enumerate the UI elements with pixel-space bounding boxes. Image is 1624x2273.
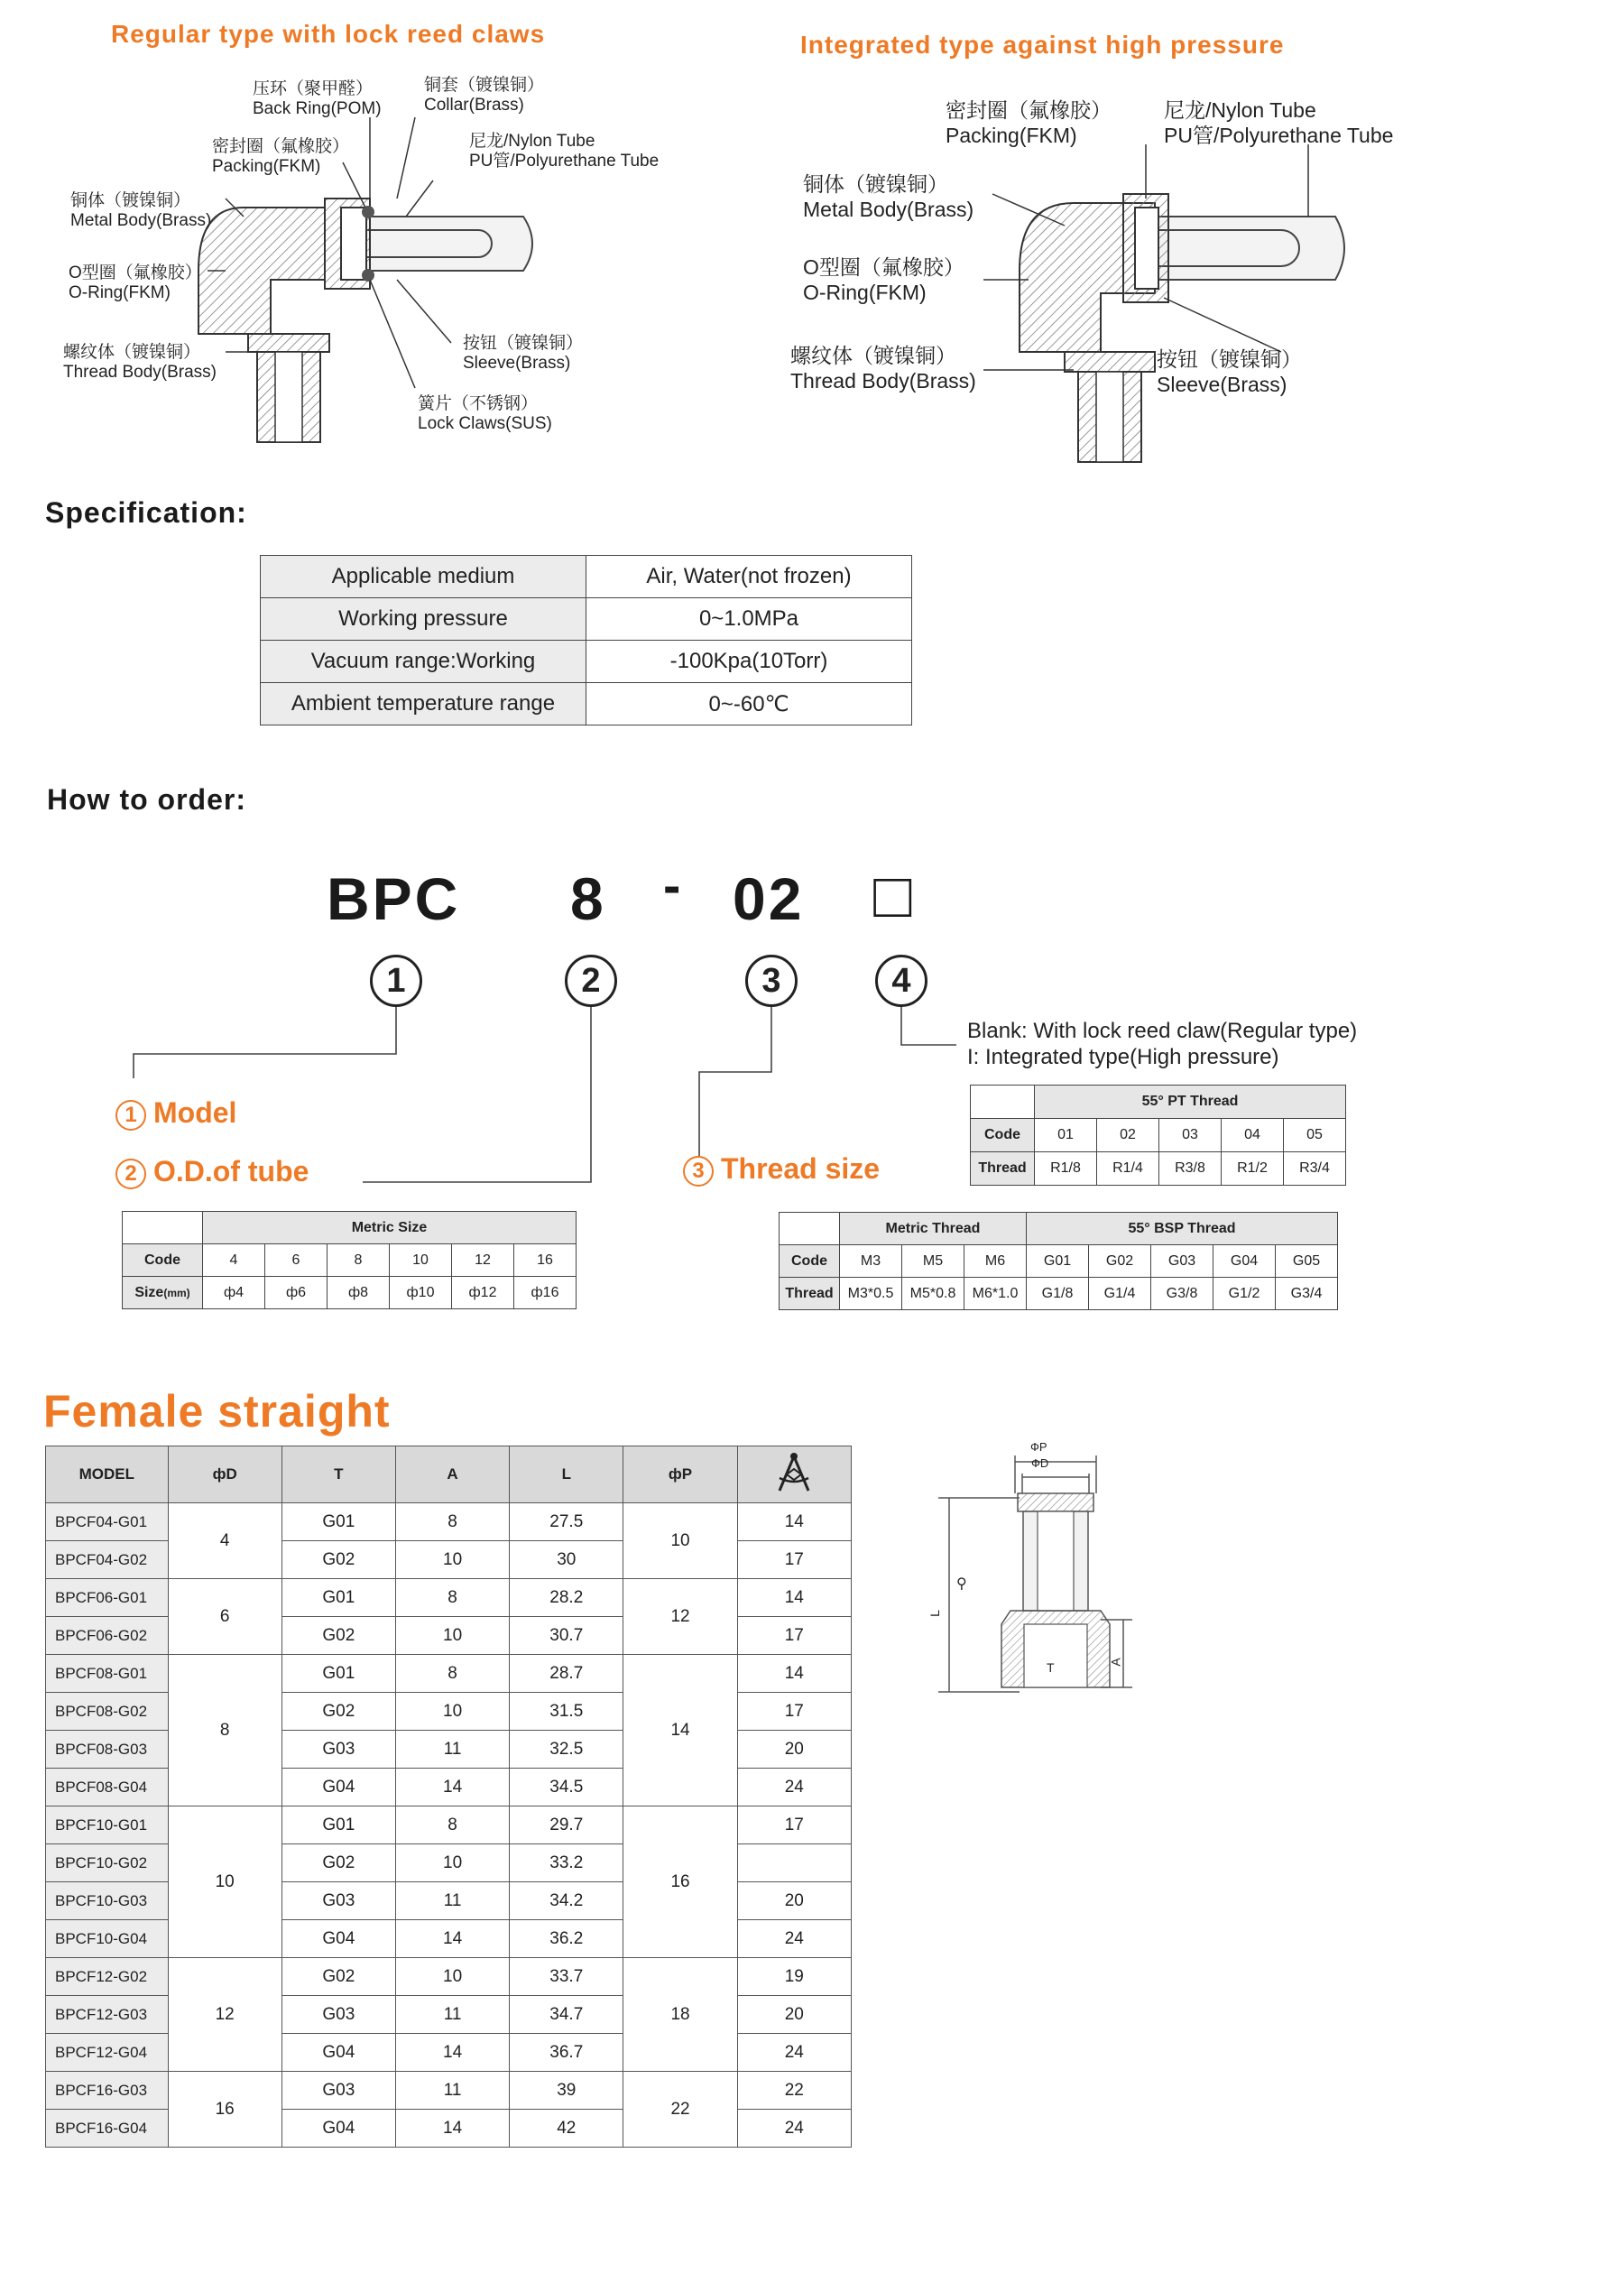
table-row: BPCF04-G02 G02 10 30 17 xyxy=(46,1541,852,1579)
table-row: BPCF08-G01 8 G01 8 28.7 14 14 xyxy=(46,1655,852,1693)
label-sleeve: 按钮（镀镍铜） Sleeve(Brass) xyxy=(463,334,584,373)
code-od: 8 xyxy=(570,865,606,932)
pt-thread-table: 55° PT Thread Code 01 02 03 04 05 Thread R1/8 R1/4 R3/8 R1/2 R3/4 xyxy=(970,1085,1346,1186)
table-row: BPCF04-G01 4 G01 8 27.5 10 14 xyxy=(46,1503,852,1541)
code-model: BPC xyxy=(327,865,461,932)
label-packing-right: 密封圈（氟橡胶） Packing(FKM) xyxy=(946,98,1112,147)
female-straight-title: Female straight xyxy=(43,1386,391,1437)
order-num-4: 4 xyxy=(875,955,927,1007)
label-metal-body-right: 铜体（镀镍铜） Metal Body(Brass) xyxy=(803,172,974,221)
female-straight-table: MODEL фD T A L фP BPCF04-G01 4 G01 8 27.5 10 14 BPCF04-G02 G02 10 30 17 BPCF06-G01 6 G01 8 28.2 12 14 BPCF06-G02 G02 10 30.7 17 BPCF08-G01 8 G01 8 28.7 14 14 BPCF08-G02 G02 10 31.5 17 BPCF08-G03 G03 11 32.5 20 BPCF08-G04 G04 14 34.5 24 BPCF10-G01 10 G01 8 29.7 16 17 BPCF10-G02 G02 10 33.2 BPCF10-G03 G03 11 34.2 20 BPCF10-G04 G04 14 36.2 24 BPCF12-G02 12 G02 10 33.7 18 19 BPCF12-G03 G03 11 34.7 20 BPCF12-G04 G04 14 36.7 24 BPCF16-G03 16 G03 11 39 22 22 BPCF16-G04 G04 14 42 24 xyxy=(45,1446,852,2148)
order-num-1: 1 xyxy=(370,955,422,1007)
table-row: Vacuum range:Working -100Kpa(10Torr) xyxy=(261,641,912,683)
table-row: BPCF10-G03 G03 11 34.2 20 xyxy=(46,1882,852,1920)
table-row: BPCF10-G04 G04 14 36.2 24 xyxy=(46,1920,852,1958)
female-straight-drawing xyxy=(920,1439,1137,1710)
table-row: Applicable medium Air, Water(not frozen) xyxy=(261,556,912,598)
label-thread-body: 螺纹体（镀镍铜） Thread Body(Brass) xyxy=(63,343,217,382)
dim-label-d: ФD xyxy=(1031,1456,1049,1470)
table-row: BPCF08-G03 G03 11 32.5 20 xyxy=(46,1731,852,1769)
table-row: BPCF10-G01 10 G01 8 29.7 16 17 xyxy=(46,1806,852,1844)
table-row: BPCF08-G02 G02 10 31.5 17 xyxy=(46,1693,852,1731)
table-row: BPCF12-G04 G04 14 36.7 24 xyxy=(46,2034,852,2072)
label-collar: 铜套（镀镍铜） Collar(Brass) xyxy=(424,76,545,115)
dim-label-a: A xyxy=(1108,1658,1123,1667)
label-sleeve-right: 按钮（镀镍铜） Sleeve(Brass) xyxy=(1157,347,1302,396)
left-figure-title: Regular type with lock reed claws xyxy=(111,20,546,48)
label-metal-body: 铜体（镀镍铜） Metal Body(Brass) xyxy=(70,191,212,230)
label-packing: 密封圈（氟橡胶） Packing(FKM) xyxy=(212,137,350,176)
label-back-ring: 压环（聚甲醛） Back Ring(POM) xyxy=(253,79,382,118)
type-options: Blank: With lock reed claw(Regular type) I: Integrated type(High pressure) xyxy=(967,1019,1358,1069)
code-type-box: □ xyxy=(873,860,915,930)
label-o-ring-right: O型圈（氟橡胶） O-Ring(FKM) xyxy=(803,255,964,304)
table-row: BPCF12-G02 12 G02 10 33.7 18 19 xyxy=(46,1958,852,1996)
order-num-2: 2 xyxy=(565,955,617,1007)
specification-title: Specification: xyxy=(45,496,247,529)
table-row: Ambient temperature range 0~-60℃ xyxy=(261,683,912,725)
dim-label-t: T xyxy=(1047,1660,1055,1675)
table-row: BPCF16-G04 G04 14 42 24 xyxy=(46,2110,852,2148)
table-row: BPCF08-G04 G04 14 34.5 24 xyxy=(46,1769,852,1806)
table-row: BPCF12-G03 G03 11 34.7 20 xyxy=(46,1996,852,2034)
model-legend: 1 Model xyxy=(115,1096,236,1131)
wrench-mark-icon: ⚲ xyxy=(956,1576,967,1592)
thread-legend: 3 Thread size xyxy=(683,1152,880,1187)
code-thread: 02 xyxy=(733,865,805,932)
label-thread-body-right: 螺纹体（镀镍铜） Thread Body(Brass) xyxy=(790,344,976,393)
code-dash: - xyxy=(663,856,684,915)
label-o-ring: O型圈（氟橡胶） O-Ring(FKM) xyxy=(69,263,202,302)
thread-table: Metric Thread 55° BSP Thread Code M3 M5 M6 G01 G02 G03 G04 G05 Thread M3*0.5 M5*0.8 M6*1.0 G1/8 G1/4 G3/8 G1/2 G3/4 xyxy=(779,1212,1338,1310)
label-lock-claws: 簧片（不锈钢） Lock Claws(SUS) xyxy=(418,394,552,433)
table-row: Working pressure 0~1.0MPa xyxy=(261,598,912,641)
table-row: BPCF10-G02 G02 10 33.2 xyxy=(46,1844,852,1882)
wrench-size-icon xyxy=(737,1446,851,1503)
how-to-order-title: How to order: xyxy=(47,783,246,816)
table-row: BPCF16-G03 16 G03 11 39 22 22 xyxy=(46,2072,852,2110)
label-tube-right: 尼龙/Nylon Tube PU管/Polyurethane Tube xyxy=(1164,98,1394,147)
label-tube: 尼龙/Nylon Tube PU管/Polyurethane Tube xyxy=(469,132,660,171)
table-row: BPCF06-G01 6 G01 8 28.2 12 14 xyxy=(46,1579,852,1617)
od-legend: 2 O.D.of tube xyxy=(115,1155,309,1189)
table-row: BPCF06-G02 G02 10 30.7 17 xyxy=(46,1617,852,1655)
order-num-3: 3 xyxy=(745,955,798,1007)
dim-label-p: ФP xyxy=(1030,1440,1047,1454)
dim-label-l: L xyxy=(927,1610,942,1617)
metric-size-table: Metric Size Code 4 6 8 10 12 16 Size(mm) ф4 ф6 ф8 ф10 ф12 ф16 xyxy=(122,1211,577,1309)
right-figure-title: Integrated type against high pressure xyxy=(800,31,1285,59)
